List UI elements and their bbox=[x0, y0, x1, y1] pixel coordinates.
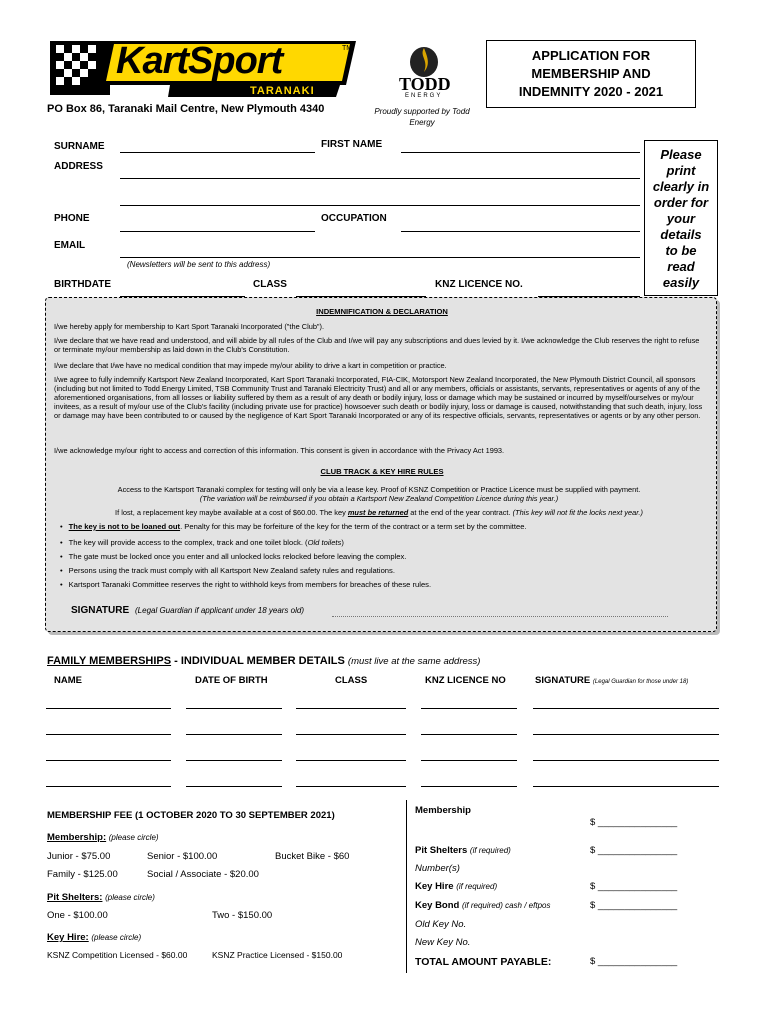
total-number-label: Number(s) bbox=[415, 863, 460, 874]
fee-bucket[interactable]: Bucket Bike - $60 bbox=[275, 851, 350, 862]
surname-field[interactable] bbox=[120, 152, 315, 153]
indemnification-p3: I/we declare that I/we have no medical condition that may impede my/our ability to drive a kart in competition or practice. bbox=[54, 361, 447, 370]
logo-text: KartSport bbox=[116, 40, 283, 82]
family-row-3-field-2[interactable] bbox=[186, 760, 282, 761]
total-membership-amount[interactable]: $ _______________ bbox=[590, 817, 678, 828]
fee-title: MEMBERSHIP FEE (1 OCTOBER 2020 TO 30 SEPTEMBER 2021) bbox=[47, 810, 335, 821]
phone-field[interactable] bbox=[120, 231, 315, 232]
address-field-2[interactable] bbox=[120, 205, 640, 206]
fee-membership-note: (please circle) bbox=[108, 833, 159, 842]
col-signature-note: (Legal Guardian for those under 18) bbox=[592, 679, 689, 685]
total-key-bond-text: Key Bond bbox=[415, 900, 460, 911]
total-pit-label bbox=[415, 845, 511, 856]
fee-pit bbox=[47, 892, 155, 903]
total-pit-amount[interactable]: $ _______________ bbox=[590, 845, 678, 856]
total-pit-note: (if required) bbox=[469, 846, 511, 855]
family-title-main: FAMILY MEMBERSHIPS bbox=[47, 655, 172, 667]
col-signature-label: SIGNATURE bbox=[535, 675, 591, 686]
fee-pit-two[interactable]: Two - $150.00 bbox=[212, 910, 273, 921]
title-line-2: MEMBERSHIP AND bbox=[531, 66, 651, 81]
occupation-label: OCCUPATION bbox=[321, 213, 387, 224]
rule-2-text: The key will provide access to the complex, track and one toilet block. ( bbox=[68, 538, 308, 547]
rule-bullet-3: • The gate must be locked once you enter and all unlocked locks relocked before leaving the complex. bbox=[60, 552, 406, 561]
fee-key-label: Key Hire: bbox=[47, 932, 89, 943]
email-note: (Newsletters will be sent to this address) bbox=[127, 260, 271, 269]
old-key-label: Old Key No. bbox=[415, 919, 467, 930]
rule-bullet-4: • Persons using the track must comply with all Kartsport New Zealand safety rules and regulations. bbox=[60, 566, 395, 575]
birthdate-label: BIRTHDATE bbox=[54, 279, 112, 290]
fee-social[interactable]: Social / Associate - $20.00 bbox=[147, 869, 259, 880]
rule-bullet-1 bbox=[60, 522, 527, 531]
total-key-bond-label bbox=[415, 900, 550, 911]
family-row-2-field-5[interactable] bbox=[533, 734, 719, 735]
indemnification-title: INDEMNIFICATION & DECLARATION bbox=[316, 307, 448, 316]
rule-1-emphasis: The key is not to be loaned out bbox=[68, 522, 181, 531]
fee-ksnz-prac[interactable]: KSNZ Practice Licensed - $150.00 bbox=[212, 950, 343, 960]
rule-1-text: . Penalty for this may be forfeiture of the key for the term of the contract or a term set by the committee. bbox=[180, 522, 527, 531]
logo-tm: TM bbox=[342, 45, 353, 52]
fee-pit-note: (please circle) bbox=[105, 893, 155, 902]
address-label: ADDRESS bbox=[54, 161, 103, 172]
total-pit-text: Pit Shelters bbox=[415, 845, 468, 856]
checkered-flag-icon bbox=[50, 41, 110, 95]
total-key-hire-amount[interactable]: $ _______________ bbox=[590, 881, 678, 892]
family-title bbox=[47, 655, 480, 667]
signature-label: SIGNATURE bbox=[71, 605, 130, 616]
fee-pit-one[interactable]: One - $100.00 bbox=[47, 910, 108, 921]
please-print-note: Please print clearly in order for your details to be read easily bbox=[644, 140, 718, 296]
family-row-4-field-3[interactable] bbox=[296, 786, 406, 787]
kartsport-logo bbox=[50, 37, 360, 99]
rules-p2-text: If lost, a replacement key maybe available at a cost of $60.00. The key bbox=[115, 508, 348, 517]
family-row-3-field-5[interactable] bbox=[533, 760, 719, 761]
total-payable-label: TOTAL AMOUNT PAYABLE: bbox=[415, 956, 552, 968]
indemnification-p5: I/we acknowledge my/our right to access and correction of this information. This consent is given in accordance with the Privacy Act 1993. bbox=[54, 446, 505, 455]
total-key-bond-amount[interactable]: $ _______________ bbox=[590, 900, 678, 911]
family-row-4-field-1[interactable] bbox=[46, 786, 171, 787]
family-row-3-field-1[interactable] bbox=[46, 760, 171, 761]
total-key-hire-note: (if required) bbox=[456, 882, 498, 891]
indemnification-p1: I/we hereby apply for membership to Kart Sport Taranaki Incorporated ("the Club"). bbox=[54, 322, 325, 331]
family-row-4-field-2[interactable] bbox=[186, 786, 282, 787]
indemnification-p2: I/we declare that we have read and understood, and will abide by all rules of the Club and I/we will pay any subscriptions and dues levied by it. I/we acknowledge the Club reserves the right to refuse or terminate my/our membership as laid down in the Club's Constitution. bbox=[54, 336, 700, 354]
col-class: CLASS bbox=[335, 675, 368, 686]
flame-icon bbox=[393, 42, 455, 78]
family-row-2-field-1[interactable] bbox=[46, 734, 171, 735]
class-label: CLASS bbox=[253, 279, 287, 290]
fee-key-note: (please circle) bbox=[91, 933, 142, 942]
address-field-1[interactable] bbox=[120, 178, 640, 179]
signature-field[interactable] bbox=[332, 616, 668, 617]
fee-key bbox=[47, 932, 141, 943]
family-row-1-field-5[interactable] bbox=[533, 708, 719, 709]
form-title-box bbox=[486, 40, 696, 108]
family-row-4-field-4[interactable] bbox=[421, 786, 517, 787]
family-row-3-field-4[interactable] bbox=[421, 760, 517, 761]
indemnification-box bbox=[45, 297, 717, 632]
club-address: PO Box 86, Taranaki Mail Centre, New Plymouth 4340 bbox=[47, 103, 325, 115]
total-membership-label: Membership bbox=[415, 805, 471, 816]
family-row-4-field-5[interactable] bbox=[533, 786, 719, 787]
total-key-hire-label bbox=[415, 881, 497, 892]
col-knz: KNZ LICENCE NO bbox=[425, 675, 506, 686]
rule-bullet-5: • Kartsport Taranaki Committee reserves the right to withhold keys from members for breaches of these rules. bbox=[60, 580, 431, 589]
fee-membership bbox=[47, 832, 159, 843]
occupation-field[interactable] bbox=[401, 231, 640, 232]
supported-by: Proudly supported by Todd Energy bbox=[374, 107, 470, 127]
col-signature bbox=[535, 675, 688, 686]
surname-label: SURNAME bbox=[54, 141, 105, 152]
fee-membership-label: Membership: bbox=[47, 832, 107, 843]
family-row-2-field-2[interactable] bbox=[186, 734, 282, 735]
todd-logo-text: TODD bbox=[399, 74, 451, 94]
family-row-2-field-3[interactable] bbox=[296, 734, 406, 735]
fee-pit-label: Pit Shelters: bbox=[47, 892, 103, 903]
email-field[interactable] bbox=[120, 257, 640, 258]
family-note: (must live at the same address) bbox=[347, 656, 481, 667]
rules-p1: Access to the Kartsport Taranaki complex for testing will only be via a lease key. Proof of KSNZ Competition or Practice Licence must be supplied with payment. bbox=[117, 485, 641, 494]
rules-p2-note: (This key will not fit the locks next year.) bbox=[512, 508, 643, 517]
family-row-2-field-4[interactable] bbox=[421, 734, 517, 735]
family-row-1-field-3[interactable] bbox=[296, 708, 406, 709]
rules-p2-emphasis: must be returned bbox=[347, 508, 409, 517]
knz-licence-label: KNZ LICENCE NO. bbox=[435, 279, 523, 290]
family-row-1-field-2[interactable] bbox=[186, 708, 282, 709]
rules-title: CLUB TRACK & KEY HIRE RULES bbox=[320, 467, 444, 476]
indemnification-p4: I/we agree to fully indemnify Kartsport New Zealand Incorporated, Kart Sport Taranaki Incorporated, FIA-CIK, Motorsport New Zealand Incorporated, the New Plymouth District Council, all sponsors (including but not limited to Todd Energy Limited, TSB Community Trust and Taranaki Electricity Trust) and all or any members, officials or assistants, servants, representatives or agents of any of the aforementioned organisations, from all losses or liability suffered by them as a result of any death or bodily injury, loss or damage which may be sustained or incurred by myself/ourselves or my/our invitees, as a result of my/our use of the Club's facility (including private use for practice) howsoever such death or bodily injury, loss or damage is caused, notwithstanding that such death, injury, loss or damage may have been contributed to or caused by the negligence of Kart Sport Taranaki Incorporated or any of its respective officials, servants, representatives or agents or by any other person. bbox=[54, 375, 703, 420]
signature-note: (Legal Guardian if applicant under 18 years old) bbox=[135, 606, 304, 615]
rules-p1b: (The variation will be reimbursed if you obtain a Kartsport New Zealand Competition Licence during this year.) bbox=[199, 494, 559, 503]
family-row-1-field-1[interactable] bbox=[46, 708, 171, 709]
first-name-field[interactable] bbox=[401, 152, 640, 153]
fee-family[interactable]: Family - $125.00 bbox=[47, 869, 118, 880]
first-name-label: FIRST NAME bbox=[321, 139, 383, 150]
todd-logo-sub: ENERGY bbox=[405, 93, 443, 99]
col-dob: DATE OF BIRTH bbox=[195, 675, 268, 686]
col-name: NAME bbox=[54, 675, 82, 686]
rules-p2-text-2: at the end of the year contract. bbox=[408, 508, 513, 517]
total-key-hire-text: Key Hire bbox=[415, 881, 454, 892]
title-line-1: APPLICATION FOR bbox=[531, 48, 651, 63]
family-row-3-field-3[interactable] bbox=[296, 760, 406, 761]
rule-bullet-2 bbox=[60, 538, 344, 547]
fee-ksnz-comp[interactable]: KSNZ Competition Licensed - $60.00 bbox=[47, 950, 188, 960]
todd-energy-logo bbox=[393, 42, 455, 102]
total-payable-amount[interactable]: $ _______________ bbox=[590, 956, 678, 967]
rule-2-emphasis: Old toilets bbox=[307, 538, 342, 547]
logo-sub: TARANAKI bbox=[250, 85, 315, 97]
phone-label: PHONE bbox=[54, 213, 90, 224]
family-title-sub: - INDIVIDUAL MEMBER DETAILS bbox=[171, 655, 348, 667]
total-key-bond-note: (if required) cash / eftpos bbox=[461, 901, 551, 910]
rules-p2 bbox=[54, 508, 704, 517]
family-row-1-field-4[interactable] bbox=[421, 708, 517, 709]
totals-divider bbox=[406, 800, 407, 973]
new-key-label: New Key No. bbox=[415, 937, 471, 948]
rule-2-close: ) bbox=[341, 538, 344, 547]
fee-senior[interactable]: Senior - $100.00 bbox=[147, 851, 218, 862]
email-label: EMAIL bbox=[54, 240, 86, 251]
fee-junior[interactable]: Junior - $75.00 bbox=[47, 851, 111, 862]
title-line-3: INDEMNITY 2020 - 2021 bbox=[518, 84, 664, 99]
